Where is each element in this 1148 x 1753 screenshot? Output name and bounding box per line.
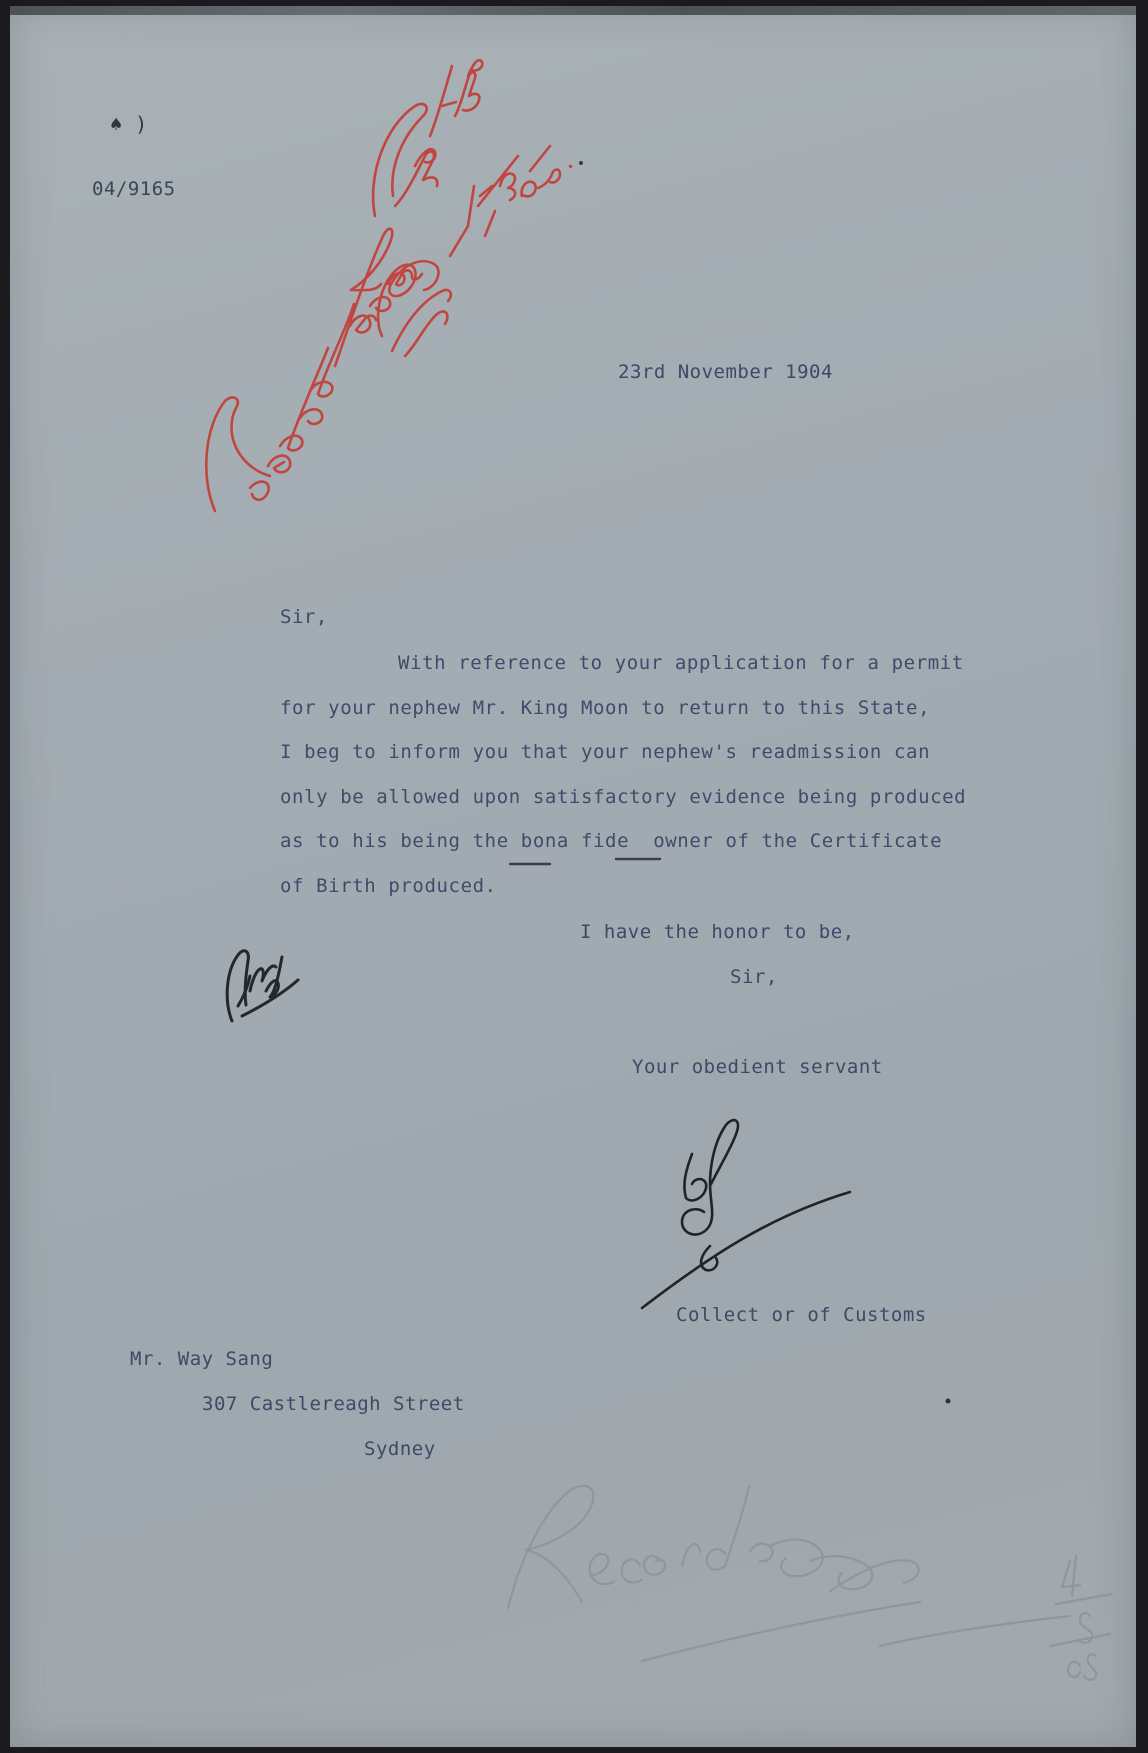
body-line: for your nephew Mr. King Moon to return to this State, — [280, 696, 931, 719]
ink-dot — [946, 1399, 951, 1404]
body-line: only be allowed upon satisfactory evidence being produced — [280, 785, 967, 808]
closing-sir: Sir, — [730, 966, 778, 988]
signatory-title: Collect or of Customs — [676, 1304, 927, 1326]
body-line: of Birth produced. — [280, 874, 497, 897]
closing-servant: Your obedient servant — [632, 1056, 883, 1078]
addressee-city: Sydney — [364, 1438, 436, 1460]
body-line: I beg to inform you that your nephew's readmission can — [280, 741, 931, 763]
initials-mark — [227, 951, 298, 1021]
letter-date: 23rd November 1904 — [618, 361, 833, 383]
record-pencil-note — [508, 1486, 1112, 1680]
addressee-name: Mr. Way Sang — [130, 1348, 274, 1370]
handwritten-annotations — [10, 6, 1136, 1747]
collector-signature — [642, 1120, 850, 1308]
body-line: as to his being the bona fide owner of the Certificate — [280, 830, 943, 852]
closing-line: I have the honor to be, — [580, 921, 855, 943]
underline-marks — [510, 859, 660, 864]
corner-marks: ♠ ) — [110, 112, 148, 136]
salutation: Sir, — [280, 606, 328, 628]
body-line: With reference to your application for a permit — [398, 652, 964, 674]
addressee-street: 307 Castlereagh Street — [202, 1393, 465, 1415]
ink-dot — [579, 161, 583, 165]
file-number: 04/9165 — [92, 178, 176, 200]
letter-page — [10, 6, 1136, 1747]
red-landed-note — [206, 60, 571, 511]
